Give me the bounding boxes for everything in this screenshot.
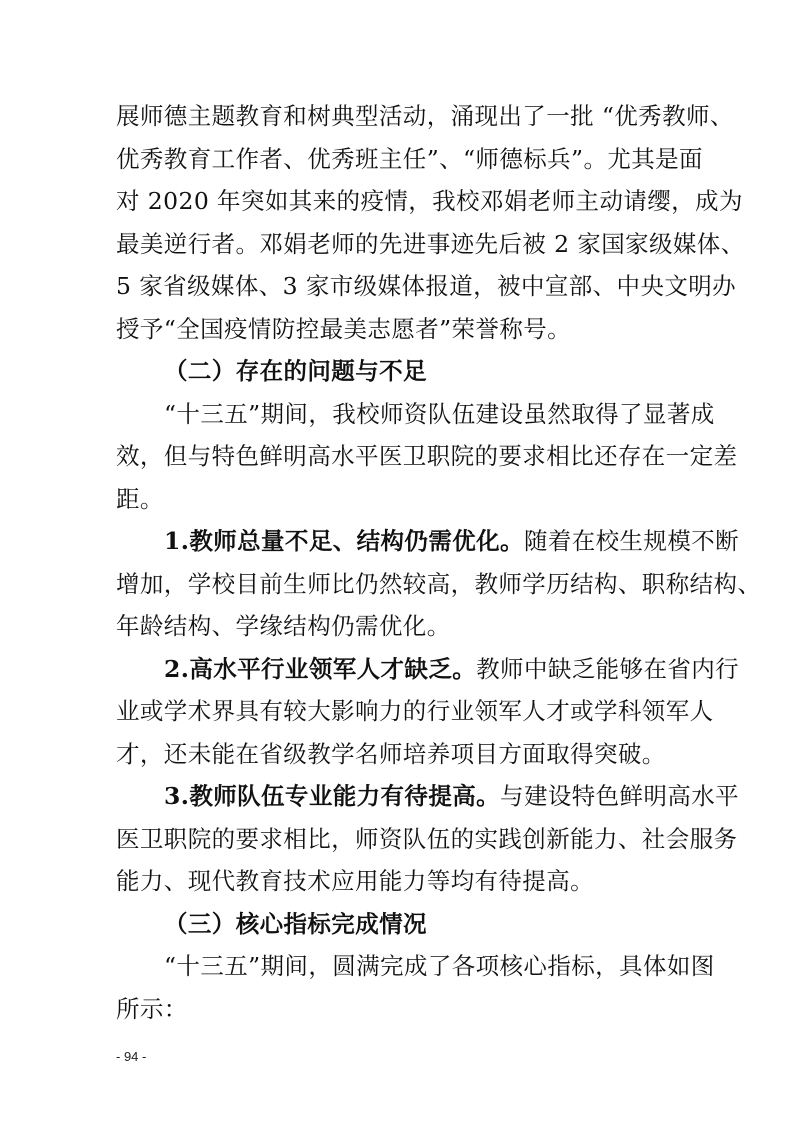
section-two-heading: （二）存在的问题与不足 <box>164 357 427 385</box>
problem-item-2-first-line-text: 教师中缺乏能够在省内行 <box>476 655 740 683</box>
problem-item-3-line-3: 能力、现代教育技术应用能力等均有待提高。 <box>116 867 594 895</box>
problem-item-3-line-2: 医卫职院的要求相比，师资队伍的实践创新能力、社会服务 <box>116 825 738 853</box>
section-two-summary-line-1: “十三五”期间，我校师资队伍建设虽然取得了显著成 <box>164 400 715 428</box>
problem-item-3-first-line <box>164 778 740 814</box>
section-three-line-2: 所示： <box>116 995 188 1023</box>
problem-item-1-first-line-text: 随着在校生规模不断 <box>523 527 740 555</box>
intro-line-5: 5 家省级媒体、3 家市级媒体报道，被中宣部、中央文明办 <box>116 272 737 300</box>
problem-item-2-line-3: 才，还未能在省级教学名师培养项目方面取得突破。 <box>116 740 666 768</box>
problem-item-2-first-line <box>164 651 740 687</box>
section-two-summary-line-2: 效，但与特色鲜明高水平医卫职院的要求相比还存在一定差 <box>116 442 738 470</box>
intro-line-6: 授予“全国疫情防控最美志愿者”荣誉称号。 <box>116 315 572 343</box>
intro-line-3: 对 2020 年突如其来的疫情，我校邓娟老师主动请缨，成为 <box>116 187 743 215</box>
page-number: - 94 - <box>116 1049 147 1064</box>
intro-line-1: 展师德主题教育和树典型活动，涌现出了一批 “优秀教师、 <box>116 102 734 130</box>
problem-item-1-line-3: 年龄结构、学缘结构仍需优化。 <box>116 612 451 640</box>
section-three-heading: （三）核心指标完成情况 <box>164 910 427 938</box>
problem-item-1-lead: 1.教师总量不足、结构仍需优化。 <box>164 527 524 555</box>
problem-item-1-line-2: 增加，学校目前生师比仍然较高，教师学历结构、职称结构、 <box>116 570 762 598</box>
problem-item-3-first-line-text: 与建设特色鲜明高水平 <box>500 782 740 810</box>
section-two-summary-line-3: 距。 <box>116 485 164 513</box>
problem-item-1-first-line <box>164 523 740 559</box>
problem-item-2-lead: 2.高水平行业领军人才缺乏。 <box>164 655 477 683</box>
section-three-line-1: “十三五”期间，圆满完成了各项核心指标，具体如图 <box>164 952 715 980</box>
problem-item-3-lead: 3.教师队伍专业能力有待提高。 <box>164 782 501 810</box>
intro-line-2: 优秀教育工作者、优秀班主任”、“师德标兵”。尤其是面 <box>116 145 703 173</box>
problem-item-2-line-2: 业或学术界具有较大影响力的行业领军人才或学科领军人 <box>116 697 714 725</box>
intro-line-4: 最美逆行者。邓娟老师的先进事迹先后被 2 家国家级媒体、 <box>116 230 745 258</box>
